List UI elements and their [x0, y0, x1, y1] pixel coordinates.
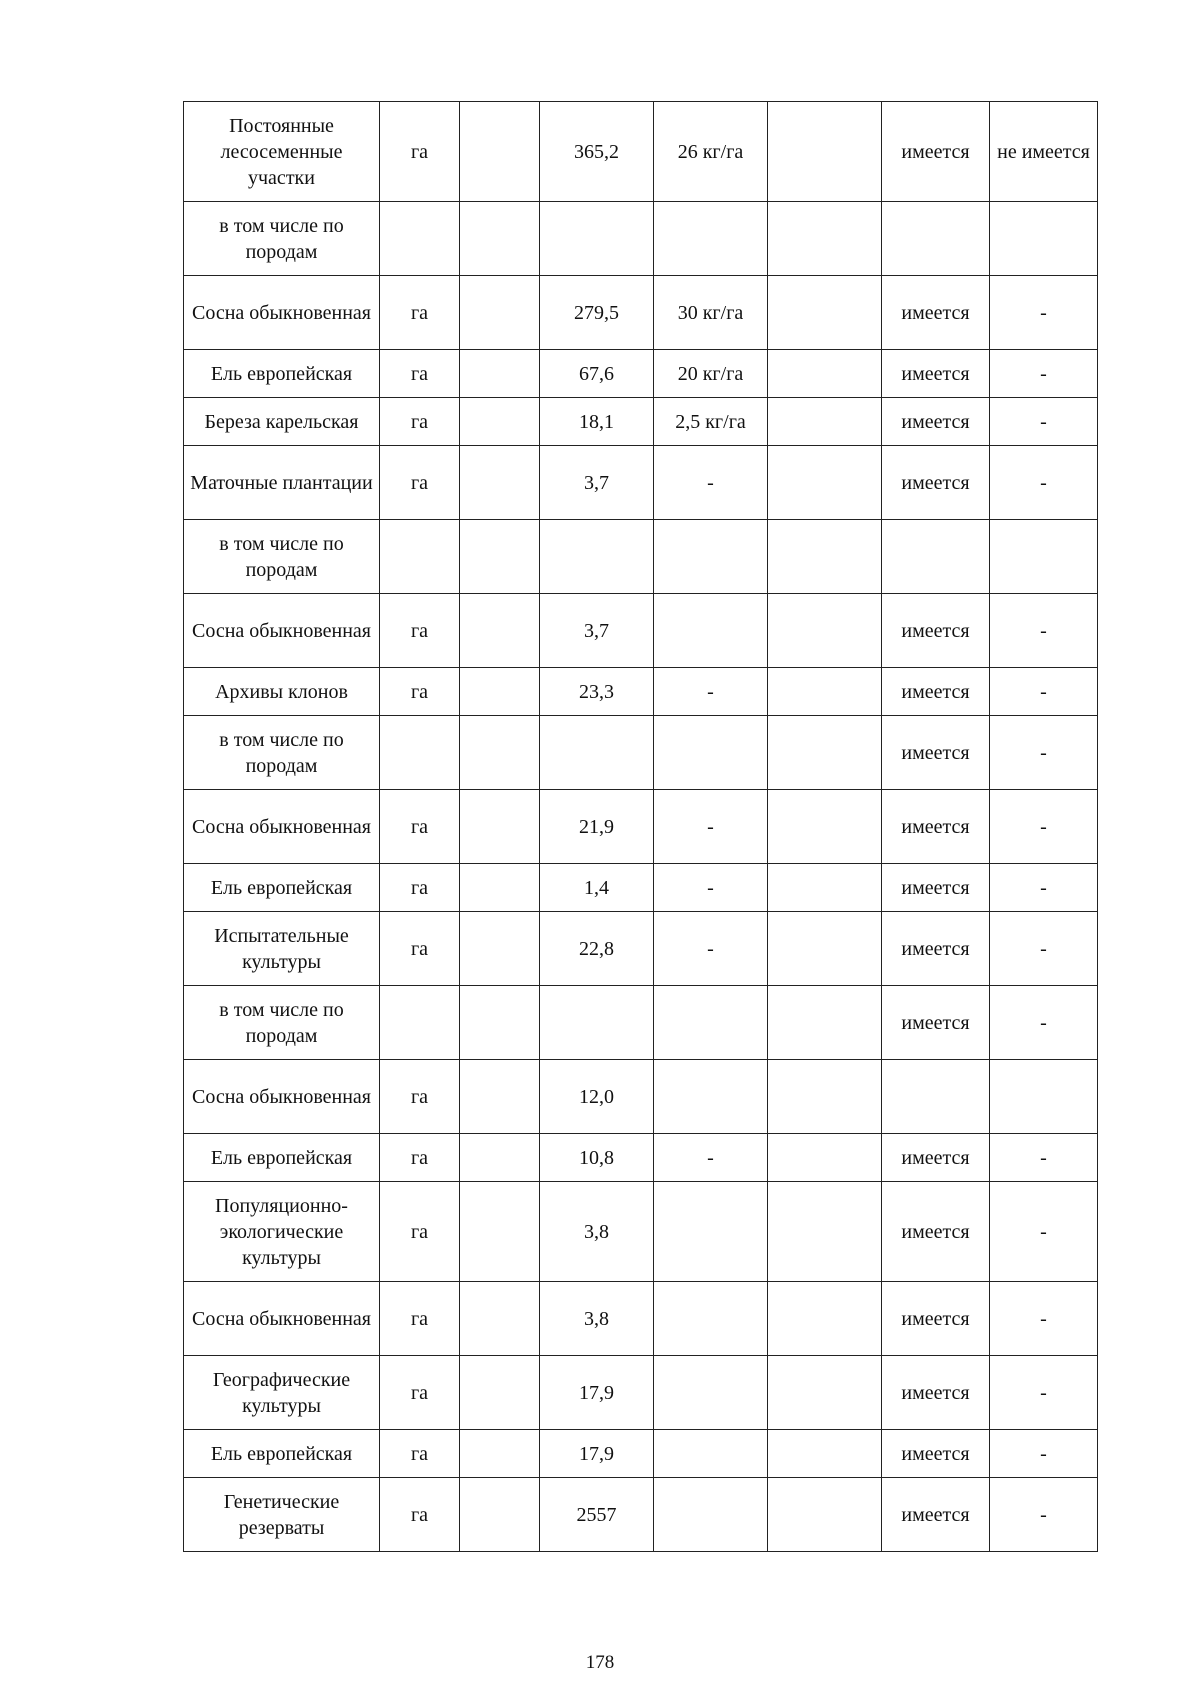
table-cell: 3,7 [540, 594, 654, 668]
table-cell [768, 1282, 882, 1356]
table-cell [768, 350, 882, 398]
table-cell: в том числе по породам [184, 716, 380, 790]
table-cell [768, 202, 882, 276]
table-cell [768, 668, 882, 716]
table-cell [460, 520, 540, 594]
table-cell [460, 594, 540, 668]
table-row [184, 1356, 1098, 1430]
table-cell [380, 716, 460, 790]
table-cell: га [380, 668, 460, 716]
table-cell: га [380, 1282, 460, 1356]
table-cell: 23,3 [540, 668, 654, 716]
table-cell: Испытательные культуры [184, 912, 380, 986]
table-cell [768, 1060, 882, 1134]
table-cell: 12,0 [540, 1060, 654, 1134]
table-cell: - [990, 986, 1098, 1060]
table-cell: 17,9 [540, 1356, 654, 1430]
table-cell [460, 1182, 540, 1282]
table-cell: 3,7 [540, 446, 654, 520]
table-cell [460, 446, 540, 520]
table-row [184, 446, 1098, 520]
table-cell [654, 986, 768, 1060]
table-cell: 67,6 [540, 350, 654, 398]
table-cell [460, 102, 540, 202]
table-row [184, 398, 1098, 446]
table-cell: Постоянные лесосеменные участки [184, 102, 380, 202]
table-cell [654, 1478, 768, 1552]
table-row [184, 276, 1098, 350]
table-cell: имеется [882, 398, 990, 446]
table-cell: имеется [882, 790, 990, 864]
table-cell: - [990, 446, 1098, 520]
table-cell [768, 912, 882, 986]
table-cell [460, 1134, 540, 1182]
table-cell: - [990, 350, 1098, 398]
table-row [184, 520, 1098, 594]
table-cell: 20 кг/га [654, 350, 768, 398]
table-cell: в том числе по породам [184, 520, 380, 594]
table-cell: - [654, 446, 768, 520]
table-cell [654, 1356, 768, 1430]
table-cell: - [990, 668, 1098, 716]
table-cell: га [380, 1478, 460, 1552]
table-cell: 3,8 [540, 1182, 654, 1282]
table-cell [460, 790, 540, 864]
table-cell [460, 276, 540, 350]
table-cell [768, 864, 882, 912]
table-cell: Сосна обыкновенная [184, 1060, 380, 1134]
table-cell [768, 1430, 882, 1478]
table-cell: Береза карельская [184, 398, 380, 446]
data-table [183, 101, 1098, 1552]
table-row [184, 790, 1098, 864]
table-cell: 21,9 [540, 790, 654, 864]
table-cell [768, 446, 882, 520]
table-cell [380, 202, 460, 276]
table-cell [654, 1060, 768, 1134]
table-cell: - [990, 1478, 1098, 1552]
table-cell [882, 1060, 990, 1134]
table-row [184, 594, 1098, 668]
table-cell [460, 202, 540, 276]
table-cell: - [654, 912, 768, 986]
table-cell: Маточные плантации [184, 446, 380, 520]
table-row [184, 102, 1098, 202]
table-cell: в том числе по породам [184, 202, 380, 276]
table-cell: га [380, 864, 460, 912]
table-cell: - [990, 790, 1098, 864]
table-cell: Сосна обыкновенная [184, 276, 380, 350]
table-cell: 17,9 [540, 1430, 654, 1478]
table-row [184, 668, 1098, 716]
table-row [184, 1060, 1098, 1134]
table-cell: га [380, 1134, 460, 1182]
table-cell: Сосна обыкновенная [184, 1282, 380, 1356]
table-cell [654, 520, 768, 594]
table-cell: имеется [882, 912, 990, 986]
table-cell [768, 594, 882, 668]
table-cell [460, 864, 540, 912]
table-cell: - [990, 594, 1098, 668]
table-cell [654, 716, 768, 790]
table-cell: Ель европейская [184, 864, 380, 912]
table-cell [768, 1478, 882, 1552]
table-row [184, 350, 1098, 398]
table-cell: имеется [882, 864, 990, 912]
table-cell: га [380, 276, 460, 350]
table-cell: - [990, 912, 1098, 986]
table-cell: Ель европейская [184, 1430, 380, 1478]
table-cell: - [654, 864, 768, 912]
table-cell [768, 520, 882, 594]
table-cell [768, 1134, 882, 1182]
table-cell: имеется [882, 716, 990, 790]
table-cell: га [380, 790, 460, 864]
table-cell: Архивы клонов [184, 668, 380, 716]
table-cell: га [380, 102, 460, 202]
table-cell [768, 398, 882, 446]
table-cell: га [380, 398, 460, 446]
table-cell: Ель европейская [184, 350, 380, 398]
table-cell: имеется [882, 1430, 990, 1478]
table-row [184, 1282, 1098, 1356]
table-cell: га [380, 446, 460, 520]
table-cell [768, 1182, 882, 1282]
table-cell [768, 276, 882, 350]
table-row [184, 986, 1098, 1060]
table-cell [540, 202, 654, 276]
table-cell: 30 кг/га [654, 276, 768, 350]
table-cell: имеется [882, 594, 990, 668]
table-cell: имеется [882, 1356, 990, 1430]
table-cell: имеется [882, 1282, 990, 1356]
table-cell: - [990, 398, 1098, 446]
table-cell [990, 202, 1098, 276]
table-cell: 2557 [540, 1478, 654, 1552]
table-cell: Популяционно-экологические культуры [184, 1182, 380, 1282]
table-cell [768, 790, 882, 864]
table-cell: в том числе по породам [184, 986, 380, 1060]
table-cell: - [654, 1134, 768, 1182]
table-cell [460, 1060, 540, 1134]
table-cell: имеется [882, 668, 990, 716]
table-cell: 18,1 [540, 398, 654, 446]
table-cell [460, 398, 540, 446]
table-cell [882, 520, 990, 594]
table-cell [460, 1356, 540, 1430]
table-cell: - [990, 1430, 1098, 1478]
table-cell: имеется [882, 1182, 990, 1282]
table-cell: - [654, 668, 768, 716]
table-cell: 22,8 [540, 912, 654, 986]
table-cell [654, 1282, 768, 1356]
table-cell: 1,4 [540, 864, 654, 912]
table-row [184, 202, 1098, 276]
table-cell [990, 1060, 1098, 1134]
table-cell [540, 716, 654, 790]
table-cell: - [654, 790, 768, 864]
table-cell: 279,5 [540, 276, 654, 350]
table-cell [990, 520, 1098, 594]
table-cell: имеется [882, 276, 990, 350]
table-cell: имеется [882, 1134, 990, 1182]
table-row [184, 716, 1098, 790]
table-cell [768, 102, 882, 202]
table-cell: имеется [882, 446, 990, 520]
table-cell [540, 986, 654, 1060]
table-cell [460, 986, 540, 1060]
table-cell [460, 1430, 540, 1478]
table-cell: имеется [882, 102, 990, 202]
table-cell [768, 716, 882, 790]
table-cell: имеется [882, 1478, 990, 1552]
table-cell: га [380, 1182, 460, 1282]
table-cell: 3,8 [540, 1282, 654, 1356]
table-cell: га [380, 1430, 460, 1478]
table-cell: га [380, 594, 460, 668]
table-cell: га [380, 1356, 460, 1430]
table-cell: Сосна обыкновенная [184, 790, 380, 864]
table-cell [380, 520, 460, 594]
table-cell [654, 202, 768, 276]
table-cell: не имеется [990, 102, 1098, 202]
table-cell [460, 1282, 540, 1356]
table-cell: - [990, 1282, 1098, 1356]
table-cell: га [380, 912, 460, 986]
table-cell [460, 668, 540, 716]
table-cell: га [380, 1060, 460, 1134]
table-cell: - [990, 276, 1098, 350]
table-cell: 10,8 [540, 1134, 654, 1182]
table-cell [768, 986, 882, 1060]
table-cell [460, 1478, 540, 1552]
table-cell [882, 202, 990, 276]
table-row [184, 1134, 1098, 1182]
table-cell [540, 520, 654, 594]
table-cell [380, 986, 460, 1060]
table-cell: имеется [882, 986, 990, 1060]
table-cell: 365,2 [540, 102, 654, 202]
table-cell: - [990, 1182, 1098, 1282]
table-row [184, 912, 1098, 986]
table-cell [768, 1356, 882, 1430]
table-cell: имеется [882, 350, 990, 398]
table-row [184, 1182, 1098, 1282]
table-cell: 26 кг/га [654, 102, 768, 202]
table-cell: - [990, 1356, 1098, 1430]
table-cell: га [380, 350, 460, 398]
table-cell: - [990, 864, 1098, 912]
table-row [184, 864, 1098, 912]
table-row [184, 1478, 1098, 1552]
table-cell: Географические культуры [184, 1356, 380, 1430]
table-row [184, 1430, 1098, 1478]
table-body [184, 102, 1098, 1552]
table-cell: 2,5 кг/га [654, 398, 768, 446]
table-cell [654, 594, 768, 668]
table-cell [460, 716, 540, 790]
table-cell [654, 1430, 768, 1478]
table-cell [460, 350, 540, 398]
table-cell: - [990, 716, 1098, 790]
table-cell [654, 1182, 768, 1282]
table-cell: - [990, 1134, 1098, 1182]
page-number: 178 [585, 1652, 615, 1673]
table-cell: Сосна обыкновенная [184, 594, 380, 668]
table-cell: Ель европейская [184, 1134, 380, 1182]
table-cell: Генетические резерваты [184, 1478, 380, 1552]
table-cell [460, 912, 540, 986]
